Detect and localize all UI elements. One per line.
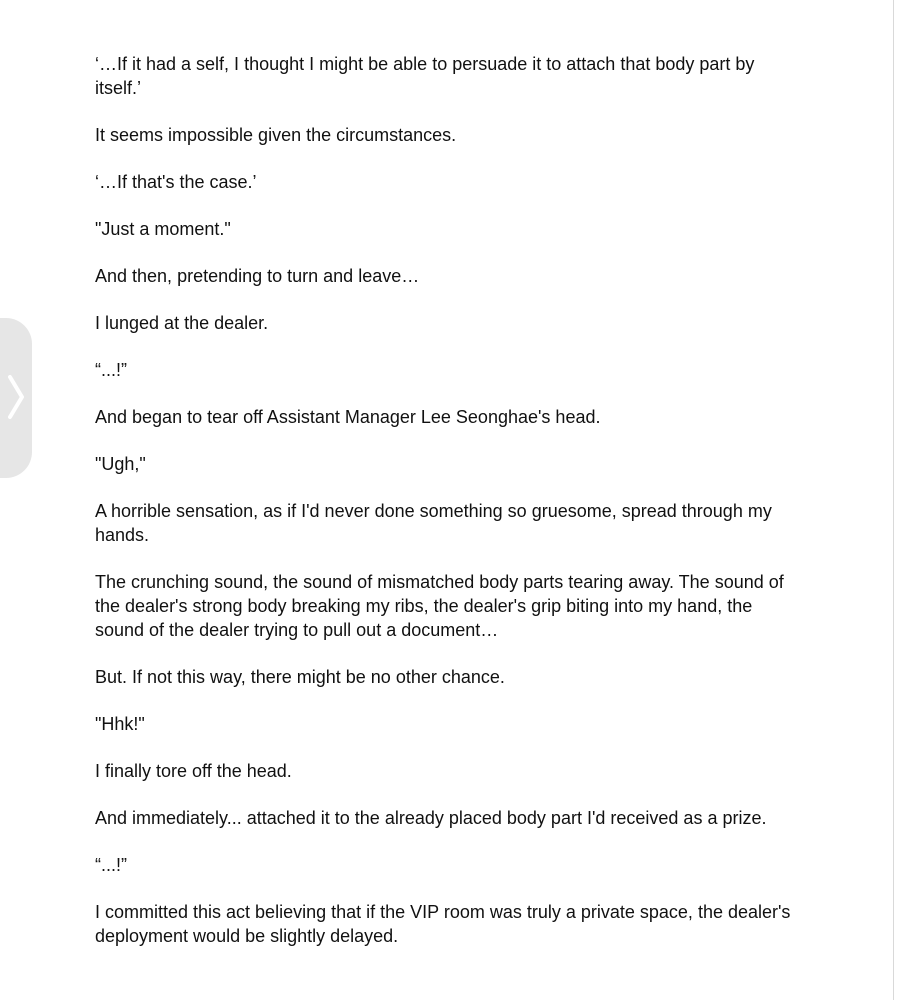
paragraph: It seems impossible given the circumstances. [95,125,457,145]
paragraph: “...!” [95,360,127,380]
chapter-text [95,52,795,971]
paragraph: A horrible sensation, as if I'd never done something so gruesome, spread through my hands. [95,501,772,545]
paragraph: "Just a moment." [95,219,231,239]
paragraph: "Hhk!" [95,714,145,734]
paragraph: But. If not this way, there might be no other chance. [95,667,505,687]
paragraph: I committed this act believing that if the VIP room was truly a private space, the dealer's deployment would be slightly delayed. [95,902,791,946]
paragraph: And immediately... attached it to the already placed body part I'd received as a prize. [95,808,767,828]
paragraph: And began to tear off Assistant Manager Lee Seonghae's head. [95,407,601,427]
paragraph: The crunching sound, the sound of mismatched body parts tearing away. The sound of the dealer's strong body breaking my ribs, the dealer's grip biting into my hand, the sound of the dealer trying to pull out a document… [95,572,784,640]
paragraph: ‘…If that's the case.’ [95,172,257,192]
paragraph: "Ugh," [95,454,146,474]
scrollbar[interactable] [893,0,900,1000]
paragraph: I lunged at the dealer. [95,313,269,333]
paragraph: I finally tore off the head. [95,761,292,781]
chevron-right-icon [6,374,26,420]
paragraph: And then, pretending to turn and leave… [95,266,420,286]
paragraph: ‘…If it had a self, I thought I might be able to persuade it to attach that body part by itself.’ [95,54,755,98]
paragraph: “...!” [95,855,127,875]
next-page-tab[interactable] [0,318,32,478]
